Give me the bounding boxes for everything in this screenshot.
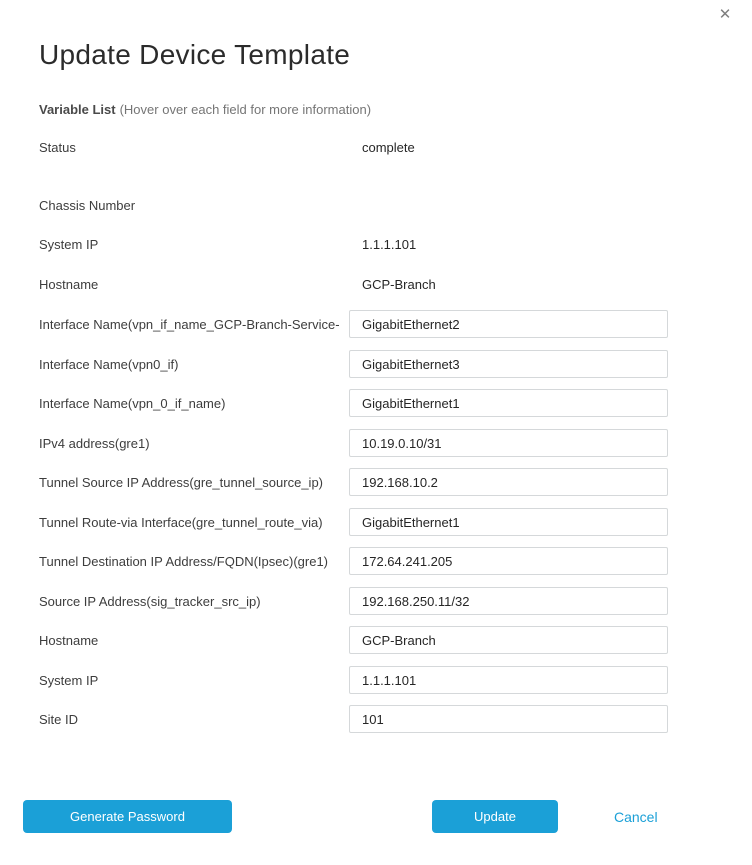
field-row-source-ip-address bbox=[0, 587, 752, 615]
tunnel-source-ip-label: Tunnel Source IP Address(gre_tunnel_source_ip) bbox=[39, 475, 324, 490]
system-ip-editable-label: System IP bbox=[39, 673, 99, 688]
field-row-site-id bbox=[0, 705, 752, 733]
hostname-input[interactable] bbox=[349, 626, 668, 654]
hostname-value: GCP-Branch bbox=[362, 277, 436, 292]
tunnel-route-via-input[interactable] bbox=[349, 508, 668, 536]
close-icon[interactable]: ✕ bbox=[718, 6, 732, 23]
status-value: complete bbox=[362, 140, 415, 155]
interface-name-service-label: Interface Name(vpn_if_name_GCP-Branch-Service- bbox=[39, 317, 340, 332]
system-ip-value: 1.1.1.101 bbox=[362, 237, 417, 252]
interface-name-vpn-0-if-name-input[interactable] bbox=[349, 389, 668, 417]
hostname-label: Hostname bbox=[39, 277, 99, 292]
field-row-status bbox=[0, 140, 752, 168]
generate-password-button[interactable]: Generate Password bbox=[23, 800, 232, 833]
chassis-number-label: Chassis Number bbox=[39, 198, 136, 213]
interface-name-vpn-0-if-name-label: Interface Name(vpn_0_if_name) bbox=[39, 396, 226, 411]
site-id-input[interactable] bbox=[349, 705, 668, 733]
field-row-ipv4-address-gre1 bbox=[0, 429, 752, 457]
cancel-button[interactable]: Cancel bbox=[614, 809, 658, 825]
field-row-tunnel-route-via bbox=[0, 508, 752, 536]
interface-name-service-input[interactable] bbox=[349, 310, 668, 338]
tunnel-route-via-label: Tunnel Route-via Interface(gre_tunnel_route_via) bbox=[39, 515, 323, 530]
variable-list-hint: (Hover over each field for more information) bbox=[119, 102, 372, 117]
source-ip-address-label: Source IP Address(sig_tracker_src_ip) bbox=[39, 594, 261, 609]
field-row-chassis-number bbox=[0, 198, 752, 226]
ipv4-address-gre1-label: IPv4 address(gre1) bbox=[39, 436, 150, 451]
field-row-interface-name-vpn-0-if-name bbox=[0, 389, 752, 417]
tunnel-source-ip-input[interactable] bbox=[349, 468, 668, 496]
field-row-system-ip-static bbox=[0, 237, 752, 265]
page-title: Update Device Template bbox=[39, 38, 351, 70]
tunnel-destination-ip-label: Tunnel Destination IP Address/FQDN(Ipsec)(gre1) bbox=[39, 554, 329, 569]
system-ip-input[interactable] bbox=[349, 666, 668, 694]
source-ip-address-input[interactable] bbox=[349, 587, 668, 615]
ipv4-address-gre1-input[interactable] bbox=[349, 429, 668, 457]
site-id-label: Site ID bbox=[39, 712, 79, 727]
field-row-interface-name-vpn0-if bbox=[0, 350, 752, 378]
hostname-editable-label: Hostname bbox=[39, 633, 99, 648]
field-row-hostname-static bbox=[0, 277, 752, 305]
interface-name-vpn0-if-label: Interface Name(vpn0_if) bbox=[39, 357, 179, 372]
status-label: Status bbox=[39, 140, 76, 155]
variable-list-label: Variable List bbox=[39, 102, 116, 117]
update-button[interactable]: Update bbox=[432, 800, 558, 833]
field-row-hostname-editable bbox=[0, 626, 752, 654]
field-row-system-ip-editable bbox=[0, 666, 752, 694]
interface-name-vpn0-if-input[interactable] bbox=[349, 350, 668, 378]
field-row-interface-name-service bbox=[0, 310, 752, 338]
variable-list-heading bbox=[39, 102, 371, 117]
field-row-tunnel-destination-ip bbox=[0, 547, 752, 575]
field-row-tunnel-source-ip bbox=[0, 468, 752, 496]
system-ip-label: System IP bbox=[39, 237, 99, 252]
tunnel-destination-ip-input[interactable] bbox=[349, 547, 668, 575]
